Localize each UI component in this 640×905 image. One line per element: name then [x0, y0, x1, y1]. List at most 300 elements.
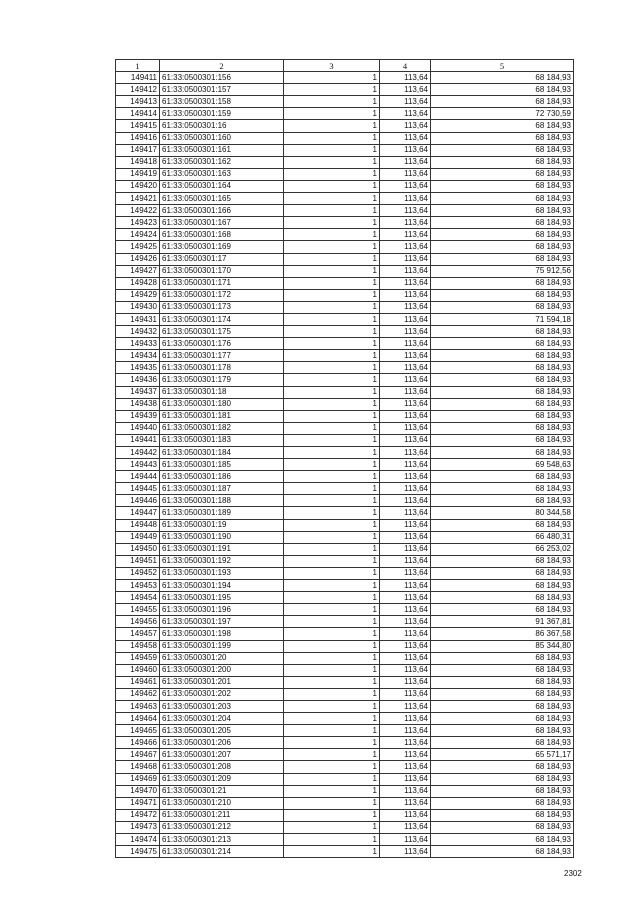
area-cell: 113,64: [380, 217, 431, 229]
cadastral-number: 61:33:0500301:197: [160, 616, 284, 628]
value-cell: 68 184,93: [431, 773, 574, 785]
cadastral-number: 61:33:0500301:16: [160, 120, 284, 132]
count-cell: 1: [284, 761, 380, 773]
value-cell: 68 184,93: [431, 217, 574, 229]
area-cell: 113,64: [380, 180, 431, 192]
table-row: [116, 555, 574, 567]
cadastral-number: 61:33:0500301:161: [160, 144, 284, 156]
count-cell: 1: [284, 241, 380, 253]
cadastral-number: 61:33:0500301:205: [160, 725, 284, 737]
value-cell: 68 184,93: [431, 471, 574, 483]
table-row: [116, 313, 574, 325]
row-number: 149464: [116, 713, 160, 725]
value-cell: 68 184,93: [431, 604, 574, 616]
header-cell-1: 1: [116, 60, 160, 72]
area-cell: 113,64: [380, 289, 431, 301]
value-cell: 68 184,93: [431, 700, 574, 712]
table-row: [116, 531, 574, 543]
value-cell: 68 184,93: [431, 180, 574, 192]
value-cell: 68 184,93: [431, 193, 574, 205]
count-cell: 1: [284, 144, 380, 156]
table-row: [116, 447, 574, 459]
area-cell: 113,64: [380, 531, 431, 543]
area-cell: 113,64: [380, 338, 431, 350]
count-cell: 1: [284, 374, 380, 386]
value-cell: 68 184,93: [431, 132, 574, 144]
value-cell: 68 184,93: [431, 761, 574, 773]
area-cell: 113,64: [380, 132, 431, 144]
table-body: [116, 72, 574, 858]
cadastral-number: 61:33:0500301:204: [160, 713, 284, 725]
table-row: [116, 289, 574, 301]
value-cell: 68 184,93: [431, 447, 574, 459]
count-cell: 1: [284, 72, 380, 84]
table-row: [116, 120, 574, 132]
value-cell: 66 253,02: [431, 543, 574, 555]
cadastral-number: 61:33:0500301:167: [160, 217, 284, 229]
cadastral-number: 61:33:0500301:208: [160, 761, 284, 773]
value-cell: 68 184,93: [431, 338, 574, 350]
table-row: [116, 84, 574, 96]
cadastral-number: 61:33:0500301:168: [160, 229, 284, 241]
table-row: [116, 797, 574, 809]
row-number: 149426: [116, 253, 160, 265]
count-cell: 1: [284, 785, 380, 797]
cadastral-number: 61:33:0500301:195: [160, 592, 284, 604]
area-cell: 113,64: [380, 737, 431, 749]
count-cell: 1: [284, 797, 380, 809]
table-row: [116, 725, 574, 737]
area-cell: 113,64: [380, 362, 431, 374]
count-cell: 1: [284, 120, 380, 132]
row-number: 149452: [116, 567, 160, 579]
table-row: [116, 616, 574, 628]
table-row: [116, 821, 574, 833]
value-cell: 68 184,93: [431, 737, 574, 749]
count-cell: 1: [284, 217, 380, 229]
count-cell: 1: [284, 398, 380, 410]
count-cell: 1: [284, 471, 380, 483]
table-row: [116, 96, 574, 108]
cadastral-number: 61:33:0500301:202: [160, 688, 284, 700]
table-row: [116, 350, 574, 362]
row-number: 149431: [116, 313, 160, 325]
area-cell: 113,64: [380, 749, 431, 761]
table-row: [116, 398, 574, 410]
count-cell: 1: [284, 180, 380, 192]
count-cell: 1: [284, 447, 380, 459]
area-cell: 113,64: [380, 761, 431, 773]
value-cell: 68 184,93: [431, 519, 574, 531]
cadastral-number: 61:33:0500301:160: [160, 132, 284, 144]
row-number: 149430: [116, 301, 160, 313]
cadastral-number: 61:33:0500301:156: [160, 72, 284, 84]
area-cell: 113,64: [380, 72, 431, 84]
count-cell: 1: [284, 459, 380, 471]
table-row: [116, 422, 574, 434]
area-cell: 113,64: [380, 313, 431, 325]
count-cell: 1: [284, 725, 380, 737]
area-cell: 113,64: [380, 785, 431, 797]
area-cell: 113,64: [380, 821, 431, 833]
value-cell: 68 184,93: [431, 301, 574, 313]
table-row: [116, 410, 574, 422]
value-cell: 68 184,93: [431, 350, 574, 362]
cadastral-number: 61:33:0500301:180: [160, 398, 284, 410]
header-cell-5: 5: [431, 60, 574, 72]
cadastral-number: 61:33:0500301:190: [160, 531, 284, 543]
header-cell-3: 3: [284, 60, 380, 72]
count-cell: 1: [284, 289, 380, 301]
table-row: [116, 205, 574, 217]
value-cell: 68 184,93: [431, 168, 574, 180]
value-cell: 68 184,93: [431, 362, 574, 374]
row-number: 149473: [116, 821, 160, 833]
value-cell: 68 184,93: [431, 120, 574, 132]
value-cell: 68 184,93: [431, 688, 574, 700]
cadastral-number: 61:33:0500301:207: [160, 749, 284, 761]
value-cell: 72 730,59: [431, 108, 574, 120]
table-row: [116, 652, 574, 664]
table-row: [116, 217, 574, 229]
value-cell: 91 367,81: [431, 616, 574, 628]
row-number: 149454: [116, 592, 160, 604]
value-cell: 68 184,93: [431, 205, 574, 217]
row-number: 149447: [116, 507, 160, 519]
area-cell: 113,64: [380, 797, 431, 809]
value-cell: 68 184,93: [431, 241, 574, 253]
count-cell: 1: [284, 519, 380, 531]
cadastral-number: 61:33:0500301:182: [160, 422, 284, 434]
area-cell: 113,64: [380, 471, 431, 483]
cadastral-number: 61:33:0500301:162: [160, 156, 284, 168]
table-row: [116, 277, 574, 289]
table-row: [116, 338, 574, 350]
area-cell: 113,64: [380, 301, 431, 313]
row-number: 149417: [116, 144, 160, 156]
table-row: [116, 664, 574, 676]
value-cell: 68 184,93: [431, 785, 574, 797]
cadastral-number: 61:33:0500301:193: [160, 567, 284, 579]
cadastral-table: [115, 59, 574, 858]
table-row: [116, 761, 574, 773]
table-row: [116, 749, 574, 761]
row-number: 149451: [116, 555, 160, 567]
count-cell: 1: [284, 253, 380, 265]
table-row: [116, 567, 574, 579]
row-number: 149432: [116, 326, 160, 338]
area-cell: 113,64: [380, 628, 431, 640]
row-number: 149455: [116, 604, 160, 616]
row-number: 149420: [116, 180, 160, 192]
value-cell: 68 184,93: [431, 96, 574, 108]
table-row: [116, 301, 574, 313]
table-row: [116, 168, 574, 180]
table-row: [116, 241, 574, 253]
count-cell: 1: [284, 664, 380, 676]
area-cell: 113,64: [380, 265, 431, 277]
row-number: 149446: [116, 495, 160, 507]
cadastral-number: 61:33:0500301:18: [160, 386, 284, 398]
area-cell: 113,64: [380, 350, 431, 362]
count-cell: 1: [284, 846, 380, 858]
cadastral-number: 61:33:0500301:178: [160, 362, 284, 374]
area-cell: 113,64: [380, 725, 431, 737]
row-number: 149411: [116, 72, 160, 84]
value-cell: 68 184,93: [431, 144, 574, 156]
table-row: [116, 434, 574, 446]
row-number: 149465: [116, 725, 160, 737]
value-cell: 68 184,93: [431, 580, 574, 592]
value-cell: 80 344,58: [431, 507, 574, 519]
cadastral-number: 61:33:0500301:164: [160, 180, 284, 192]
value-cell: 68 184,93: [431, 664, 574, 676]
count-cell: 1: [284, 277, 380, 289]
count-cell: 1: [284, 543, 380, 555]
value-cell: 68 184,93: [431, 398, 574, 410]
area-cell: 113,64: [380, 144, 431, 156]
cadastral-number: 61:33:0500301:201: [160, 676, 284, 688]
count-cell: 1: [284, 809, 380, 821]
table-row: [116, 72, 574, 84]
count-cell: 1: [284, 555, 380, 567]
value-cell: 71 594,18: [431, 313, 574, 325]
count-cell: 1: [284, 229, 380, 241]
cadastral-number: 61:33:0500301:165: [160, 193, 284, 205]
value-cell: 68 184,93: [431, 277, 574, 289]
area-cell: 113,64: [380, 193, 431, 205]
area-cell: 113,64: [380, 168, 431, 180]
area-cell: 113,64: [380, 253, 431, 265]
row-number: 149456: [116, 616, 160, 628]
area-cell: 113,64: [380, 459, 431, 471]
row-number: 149460: [116, 664, 160, 676]
cadastral-number: 61:33:0500301:213: [160, 834, 284, 846]
header-row: [116, 60, 574, 72]
table-row: [116, 362, 574, 374]
value-cell: 68 184,93: [431, 713, 574, 725]
cadastral-number: 61:33:0500301:166: [160, 205, 284, 217]
area-cell: 113,64: [380, 773, 431, 785]
value-cell: 68 184,93: [431, 410, 574, 422]
row-number: 149428: [116, 277, 160, 289]
count-cell: 1: [284, 567, 380, 579]
cadastral-number: 61:33:0500301:199: [160, 640, 284, 652]
row-number: 149443: [116, 459, 160, 471]
table-row: [116, 676, 574, 688]
cadastral-number: 61:33:0500301:209: [160, 773, 284, 785]
count-cell: 1: [284, 313, 380, 325]
cadastral-number: 61:33:0500301:212: [160, 821, 284, 833]
area-cell: 113,64: [380, 96, 431, 108]
row-number: 149459: [116, 652, 160, 664]
cadastral-number: 61:33:0500301:169: [160, 241, 284, 253]
value-cell: 69 548,63: [431, 459, 574, 471]
area-cell: 113,64: [380, 688, 431, 700]
row-number: 149424: [116, 229, 160, 241]
count-cell: 1: [284, 193, 380, 205]
cadastral-number: 61:33:0500301:189: [160, 507, 284, 519]
value-cell: 68 184,93: [431, 834, 574, 846]
value-cell: 68 184,93: [431, 156, 574, 168]
count-cell: 1: [284, 338, 380, 350]
area-cell: 113,64: [380, 543, 431, 555]
count-cell: 1: [284, 834, 380, 846]
area-cell: 113,64: [380, 205, 431, 217]
table-row: [116, 785, 574, 797]
count-cell: 1: [284, 604, 380, 616]
value-cell: 68 184,93: [431, 495, 574, 507]
area-cell: 113,64: [380, 156, 431, 168]
cadastral-number: 61:33:0500301:174: [160, 313, 284, 325]
area-cell: 113,64: [380, 713, 431, 725]
count-cell: 1: [284, 713, 380, 725]
row-number: 149468: [116, 761, 160, 773]
count-cell: 1: [284, 737, 380, 749]
area-cell: 113,64: [380, 108, 431, 120]
area-cell: 113,64: [380, 652, 431, 664]
table-row: [116, 773, 574, 785]
cadastral-number: 61:33:0500301:206: [160, 737, 284, 749]
count-cell: 1: [284, 434, 380, 446]
row-number: 149475: [116, 846, 160, 858]
row-number: 149423: [116, 217, 160, 229]
area-cell: 113,64: [380, 555, 431, 567]
value-cell: 68 184,93: [431, 386, 574, 398]
table-row: [116, 229, 574, 241]
count-cell: 1: [284, 773, 380, 785]
area-cell: 113,64: [380, 398, 431, 410]
row-number: 149427: [116, 265, 160, 277]
area-cell: 113,64: [380, 507, 431, 519]
cadastral-number: 61:33:0500301:186: [160, 471, 284, 483]
cadastral-number: 61:33:0500301:17: [160, 253, 284, 265]
value-cell: 65 571,17: [431, 749, 574, 761]
count-cell: 1: [284, 205, 380, 217]
cadastral-number: 61:33:0500301:187: [160, 483, 284, 495]
cadastral-number: 61:33:0500301:163: [160, 168, 284, 180]
count-cell: 1: [284, 362, 380, 374]
table-row: [116, 628, 574, 640]
table-row: [116, 471, 574, 483]
area-cell: 113,64: [380, 664, 431, 676]
value-cell: 68 184,93: [431, 652, 574, 664]
row-number: 149425: [116, 241, 160, 253]
row-number: 149453: [116, 580, 160, 592]
row-number: 149413: [116, 96, 160, 108]
cadastral-number: 61:33:0500301:19: [160, 519, 284, 531]
value-cell: 68 184,93: [431, 809, 574, 821]
count-cell: 1: [284, 84, 380, 96]
count-cell: 1: [284, 821, 380, 833]
count-cell: 1: [284, 350, 380, 362]
value-cell: 68 184,93: [431, 422, 574, 434]
value-cell: 66 480,31: [431, 531, 574, 543]
area-cell: 113,64: [380, 592, 431, 604]
row-number: 149429: [116, 289, 160, 301]
area-cell: 113,64: [380, 495, 431, 507]
row-number: 149471: [116, 797, 160, 809]
area-cell: 113,64: [380, 676, 431, 688]
count-cell: 1: [284, 410, 380, 422]
row-number: 149414: [116, 108, 160, 120]
cadastral-number: 61:33:0500301:176: [160, 338, 284, 350]
cadastral-number: 61:33:0500301:192: [160, 555, 284, 567]
value-cell: 68 184,93: [431, 592, 574, 604]
row-number: 149466: [116, 737, 160, 749]
row-number: 149463: [116, 700, 160, 712]
count-cell: 1: [284, 628, 380, 640]
value-cell: 68 184,93: [431, 555, 574, 567]
count-cell: 1: [284, 326, 380, 338]
area-cell: 113,64: [380, 640, 431, 652]
row-number: 149470: [116, 785, 160, 797]
area-cell: 113,64: [380, 410, 431, 422]
table-row: [116, 846, 574, 858]
cadastral-number: 61:33:0500301:184: [160, 447, 284, 459]
table-row: [116, 519, 574, 531]
table-row: [116, 688, 574, 700]
row-number: 149444: [116, 471, 160, 483]
value-cell: 68 184,93: [431, 567, 574, 579]
row-number: 149448: [116, 519, 160, 531]
table-row: [116, 495, 574, 507]
area-cell: 113,64: [380, 700, 431, 712]
row-number: 149421: [116, 193, 160, 205]
count-cell: 1: [284, 156, 380, 168]
area-cell: 113,64: [380, 447, 431, 459]
header-cell-2: 2: [160, 60, 284, 72]
row-number: 149415: [116, 120, 160, 132]
table-row: [116, 507, 574, 519]
count-cell: 1: [284, 531, 380, 543]
count-cell: 1: [284, 265, 380, 277]
table-row: [116, 144, 574, 156]
area-cell: 113,64: [380, 241, 431, 253]
value-cell: 68 184,93: [431, 434, 574, 446]
area-cell: 113,64: [380, 84, 431, 96]
cadastral-number: 61:33:0500301:200: [160, 664, 284, 676]
area-cell: 113,64: [380, 422, 431, 434]
table-row: [116, 713, 574, 725]
count-cell: 1: [284, 700, 380, 712]
value-cell: 68 184,93: [431, 797, 574, 809]
table-row: [116, 386, 574, 398]
count-cell: 1: [284, 132, 380, 144]
value-cell: 68 184,93: [431, 84, 574, 96]
row-number: 149416: [116, 132, 160, 144]
row-number: 149450: [116, 543, 160, 555]
row-number: 149441: [116, 434, 160, 446]
count-cell: 1: [284, 301, 380, 313]
table-row: [116, 193, 574, 205]
area-cell: 113,64: [380, 386, 431, 398]
area-cell: 113,64: [380, 326, 431, 338]
count-cell: 1: [284, 507, 380, 519]
area-cell: 113,64: [380, 616, 431, 628]
cadastral-number: 61:33:0500301:158: [160, 96, 284, 108]
cadastral-number: 61:33:0500301:194: [160, 580, 284, 592]
area-cell: 113,64: [380, 434, 431, 446]
row-number: 149434: [116, 350, 160, 362]
value-cell: 68 184,93: [431, 483, 574, 495]
count-cell: 1: [284, 386, 380, 398]
table-row: [116, 253, 574, 265]
row-number: 149438: [116, 398, 160, 410]
count-cell: 1: [284, 96, 380, 108]
count-cell: 1: [284, 749, 380, 761]
row-number: 149418: [116, 156, 160, 168]
